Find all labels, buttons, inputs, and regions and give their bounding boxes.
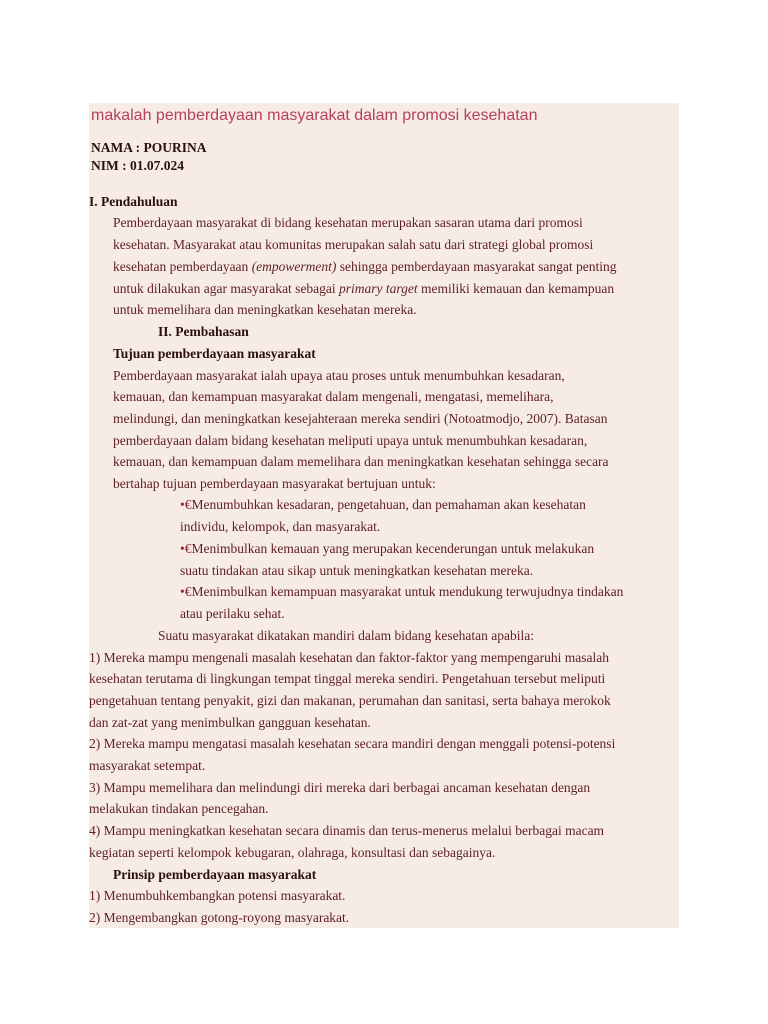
paragraph-line: pemberdayaan dalam bidang kesehatan meliputi upaya untuk menumbuhkan kesadaran, [113, 433, 588, 448]
numbered-line: 2) Mengembangkan gotong-royong masyarakat. [89, 910, 350, 925]
bullet-item [180, 540, 594, 558]
paragraph-line: Pemberdayaan masyarakat di bidang kesehatan merupakan sasaran utama dari promosi [113, 215, 583, 230]
paragraph-line [113, 258, 616, 276]
paragraph-line: Suatu masyarakat dikatakan mandiri dalam bidang kesehatan apabila: [158, 628, 534, 643]
text-run: sehingga pemberdayaan masyarakat sangat penting [336, 259, 617, 274]
bullet-continuation: suatu tindakan atau sikap untuk meningkatkan kesehatan mereka. [180, 563, 534, 578]
numbered-line: kegiatan seperti kelompok kebugaran, olahraga, konsultasi dan sebagainya. [89, 845, 496, 860]
bullet-text: Menumbuhkan kesadaran, pengetahuan, dan pemahaman akan kesehatan [191, 497, 586, 512]
paragraph-line: untuk memelihara dan meningkatkan kesehatan mereka. [113, 302, 417, 317]
section-heading-pendahuluan: I. Pendahuluan [89, 194, 178, 209]
numbered-line: 2) Mereka mampu mengatasi masalah kesehatan secara mandiri dengan menggali potensi-potensi [89, 736, 616, 751]
numbered-line: pengetahuan tentang penyakit, gizi dan makanan, perumahan dan sanitasi, serta bahaya merokok [89, 693, 611, 708]
bullet-marker: •€ [180, 541, 192, 556]
document-title: makalah pemberdayaan masyarakat dalam promosi kesehatan [91, 107, 538, 124]
italic-term: primary target [339, 281, 418, 296]
bullet-marker: •€ [180, 497, 192, 512]
author-name: NAMA : POURINA [91, 140, 207, 155]
bullet-text: Menimbulkan kemampuan masyarakat untuk mendukung terwujudnya tindakan [191, 584, 624, 599]
author-nim: NIM : 01.07.024 [91, 158, 184, 173]
bullet-text: Menimbulkan kemauan yang merupakan kecenderungan untuk melakukan [191, 541, 595, 556]
numbered-line: 1) Menumbuhkembangkan potensi masyarakat. [89, 888, 346, 903]
bullet-item [180, 496, 586, 514]
text-run: kesehatan pemberdayaan [113, 259, 252, 274]
numbered-line: 3) Mampu memelihara dan melindungi diri mereka dari berbagai ancaman kesehatan dengan [89, 780, 591, 795]
bullet-marker: •€ [180, 584, 192, 599]
numbered-line: 1) Mereka mampu mengenali masalah kesehatan dan faktor-faktor yang mempengaruhi masalah [89, 650, 610, 665]
paragraph-line: kemauan, dan kemampuan dalam memelihara dan meningkatkan kesehatan sehingga secara [113, 454, 609, 469]
numbered-line: melakukan tindakan pencegahan. [89, 801, 269, 816]
numbered-line: dan zat-zat yang menimbulkan gangguan kesehatan. [89, 715, 371, 730]
italic-term: (empowerment) [251, 259, 337, 274]
bullet-continuation: atau perilaku sehat. [180, 606, 285, 621]
text-run: untuk dilakukan agar masyarakat sebagai [113, 281, 340, 296]
paragraph-line: kemauan, dan kemampuan masyarakat dalam mengenali, mengatasi, memelihara, [113, 389, 554, 404]
bullet-continuation: individu, kelompok, dan masyarakat. [180, 519, 381, 534]
document-page [89, 103, 679, 928]
subheading-prinsip: Prinsip pemberdayaan masyarakat [113, 867, 317, 882]
paragraph-line: melindungi, dan meningkatkan kesejahteraan mereka sendiri (Notoatmodjo, 2007). Batasan [113, 411, 608, 426]
paragraph-line: kesehatan. Masyarakat atau komunitas merupakan salah satu dari strategi global promosi [113, 237, 594, 252]
numbered-line: kesehatan terutama di lingkungan tempat tinggal mereka sendiri. Pengetahuan tersebut meliputi [89, 671, 606, 686]
text-run: memiliki kemauan dan kemampuan [417, 281, 615, 296]
section-heading-pembahasan: II. Pembahasan [158, 324, 249, 339]
paragraph-line: bertahap tujuan pemberdayaan masyarakat bertujuan untuk: [113, 476, 436, 491]
paragraph-line: Pemberdayaan masyarakat ialah upaya atau proses untuk menumbuhkan kesadaran, [113, 368, 565, 383]
paragraph-line [113, 280, 614, 298]
bullet-item [180, 583, 623, 601]
numbered-line: masyarakat setempat. [89, 758, 206, 773]
subheading-tujuan: Tujuan pemberdayaan masyarakat [113, 346, 316, 361]
numbered-line: 4) Mampu meningkatkan kesehatan secara dinamis dan terus-menerus melalui berbagai macam [89, 823, 605, 838]
